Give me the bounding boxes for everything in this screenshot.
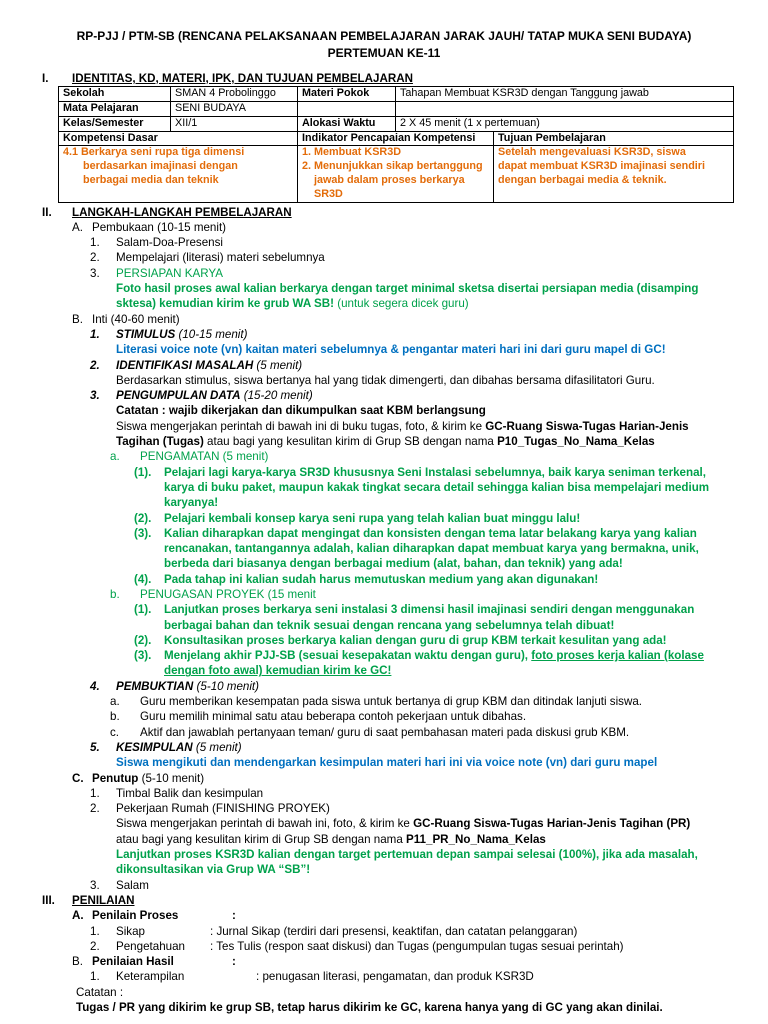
cell-mapel-label: Mata Pelajaran bbox=[59, 101, 171, 116]
pengamatan-heading: a. PENGAMATAN (5 menit) bbox=[110, 450, 269, 464]
cell-alokasi-label: Alokasi Waktu bbox=[298, 116, 396, 131]
penugasan-item-2: (2). Konsultasikan proses berkarya kalian dengan guru di grup KBM terkait kesulitan yang ada! bbox=[134, 633, 667, 647]
cell-kelas-label: Kelas/Semester bbox=[59, 116, 171, 131]
pengumpulan-text: Siswa mengerjakan perintah di bawah ini di buku tugas, foto, & kirim ke GC-Ruang Siswa-Tugas Harian-Jenis Tagihan (Tugas) atau bagi yang kesulitan kirim di Grup SB dengan nama P10_Tugas_No_Nama_Kelas bbox=[116, 419, 689, 449]
step-c-heading: C. Penutup (5-10 menit) bbox=[72, 771, 205, 785]
cell-materi-label: Materi Pokok bbox=[298, 87, 396, 102]
penugasan-heading: b. PENUGASAN PROYEK (15 menit bbox=[110, 588, 316, 601]
pembuktian-item-b: b. Guru memilih minimal satu atau beberapa contoh pekerjaan untuk dibahas. bbox=[110, 710, 527, 724]
cell-alokasi-value: 2 X 45 menit (1 x pertemuan) bbox=[396, 116, 734, 131]
cell-kelas-value: XII/1 bbox=[171, 116, 298, 131]
cell-empty-1 bbox=[298, 101, 396, 116]
cell-mapel-value: SENI BUDAYA bbox=[171, 101, 298, 116]
pembuktian-item-c: c. Aktif dan jawablah pertanyaan teman/ guru di saat pembahasan materi pada diskusi grub KBM. bbox=[110, 725, 630, 739]
step-a-heading: A. Pembukaan (10-15 menit) bbox=[72, 220, 227, 234]
cell-sekolah-value: SMAN 4 Probolinggo bbox=[171, 87, 298, 102]
catatan-label: Catatan : bbox=[76, 985, 124, 999]
cell-kd-text: 4.1 Berkarya seni rupa tiga dimensi berdasarkan imajinasi dengan berbagai media dan teknik bbox=[59, 146, 298, 202]
cell-empty-2 bbox=[396, 101, 734, 116]
section-1-heading: I. IDENTITAS, KD, MATERI, IPK, DAN TUJUAN PEMBELAJARAN bbox=[42, 71, 413, 85]
cell-tujuan-text: Setelah mengevaluasi KSR3D, siswa dapat membuat KSR3D imajinasi sendiri dengan berbagai media & teknik. bbox=[494, 146, 734, 202]
step-a-item-3: 3. PERSIAPAN KARYA bbox=[90, 266, 223, 280]
penilaian-hasil-heading: B. Penilaian Hasil : bbox=[72, 955, 236, 969]
catatan-text: Tugas / PR yang dikirim ke grup SB, tetap harus dikirim ke GC, karena hanya yang di GC yang akan dinilai. bbox=[76, 1001, 663, 1015]
penilaian-proses-heading: A. Penilain Proses : bbox=[72, 909, 236, 923]
pengamatan-item-2: (2). Pelajari kembali konsep karya seni rupa yang telah kalian buat minggu lalu! bbox=[134, 511, 581, 525]
cell-ipk-label: Indikator Pencapaian Kompetensi bbox=[298, 131, 494, 146]
stimulus-text: Literasi voice note (vn) kaitan materi sebelumnya & pengantar materi hari ini dari guru mapel di GC! bbox=[116, 343, 666, 357]
penutup-item-2-text: Siswa mengerjakan perintah di bawah ini, foto, & kirim ke GC-Ruang Siswa-Tugas Harian-Jenis Tagihan (PR) atau bagi yang kesulitan kirim di Grup SB dengan nama P11_PR_No_Nama_Kelas Lanjutkan proses KSR3D kalian dengan target pertemuan depan sampai selesai (100%), jika ada masalah, dikonsultasikan via Grup WA “SB”! bbox=[116, 817, 698, 877]
cell-sekolah-label: Sekolah bbox=[59, 87, 171, 102]
pengumpulan-heading: 3. PENGUMPULAN DATA (15-20 menit) bbox=[90, 389, 313, 403]
identifikasi-heading: 2. IDENTIFIKASI MASALAH (5 menit) bbox=[90, 358, 303, 372]
cell-ipk-text: 1. Membuat KSR3D 2. Menunjukkan sikap bertanggung jawab dalam proses berkarya SR3D bbox=[298, 146, 494, 202]
title-line-1: RP-PJJ / PTM-SB (RENCANA PELAKSANAAN PEMBELAJARAN JARAK JAUH/ TATAP MUKA SENI BUDAYA) bbox=[76, 29, 692, 43]
document-title bbox=[34, 28, 734, 63]
kesimpulan-heading: 5. KESIMPULAN (5 menit) bbox=[90, 740, 242, 754]
pengumpulan-note: Catatan : wajib dikerjakan dan dikumpulkan saat KBM berlangsung bbox=[116, 404, 486, 418]
penilaian-pengetahuan: 2. Pengetahuan : Tes Tulis (respon saat diskusi) dan Tugas (pengumpulan tugas sesuai perintah) bbox=[90, 939, 624, 953]
stimulus-heading: 1. STIMULUS (10-15 menit) bbox=[90, 327, 248, 341]
penutup-item-2: 2. Pekerjaan Rumah (FINISHING PROYEK) bbox=[90, 802, 330, 816]
step-a-item-3-text: Foto hasil proses awal kalian berkarya dengan target minimal sketsa disertai persiapan media (disamping sktesa) kemudian kirim ke grub WA SB! (untuk segera dicek guru) bbox=[116, 282, 699, 311]
step-a-item-1: 1. Salam-Doa-Presensi bbox=[90, 236, 223, 250]
penilaian-sikap: 1. Sikap : Jurnal Sikap (terdiri dari presensi, keaktifan, dan catatan pelanggaran) bbox=[90, 924, 578, 938]
step-a-item-2: 2. Mempelajari (literasi) materi sebelumnya bbox=[90, 251, 325, 265]
pengamatan-item-1: (1). Pelajari lagi karya-karya SR3D khususnya Seni Instalasi sebelumnya, baik karya seniman terkenal, karya di buku paket, maupun kakak tingkat secara detail sehingga kalian bisa mempelajari medium karyanya! bbox=[134, 465, 710, 510]
pengamatan-item-4: (4). Pada tahap ini kalian sudah harus memutuskan medium yang akan digunakan! bbox=[134, 572, 599, 586]
identity-table bbox=[58, 86, 734, 203]
step-b-heading: B. Inti (40-60 menit) bbox=[72, 312, 180, 326]
kesimpulan-text: Siswa mengikuti dan mendengarkan kesimpulan materi hari ini via voice note (vn) dari guru mapel bbox=[116, 756, 658, 770]
identifikasi-text: Berdasarkan stimulus, siswa bertanya hal yang tidak dimengerti, dan dibahas bersama difasilitatori Guru. bbox=[116, 373, 655, 387]
pembuktian-item-a: a. Guru memberikan kesempatan pada siswa untuk bertanya di grup KBM dan ditindak lanjuti siswa. bbox=[110, 695, 643, 709]
section-3-heading: III. PENILAIAN bbox=[42, 893, 135, 907]
penugasan-item-1: (1). Lanjutkan proses berkarya seni instalasi 3 dimensi hasil imajinasi sendiri dengan menggunakan berbagai bahan dan teknik sesuai dengan rencana yang sebelumnya telah dibuat! bbox=[134, 603, 695, 632]
cell-tujuan-label: Tujuan Pembelajaran bbox=[494, 131, 734, 146]
penugasan-item-3: (3). Menjelang akhir PJJ-SB (sesuai kesepakatan waktu dengan guru), foto proses kerja kalian (kolase dengan foto awal) kemudian kirim ke GC! bbox=[134, 649, 704, 678]
cell-kd-label: Kompetensi Dasar bbox=[59, 131, 298, 146]
penutup-item-3: 3. Salam bbox=[90, 878, 149, 892]
pembuktian-heading: 4. PEMBUKTIAN (5-10 menit) bbox=[90, 679, 260, 693]
penutup-item-1: 1. Timbal Balik dan kesimpulan bbox=[90, 786, 264, 800]
cell-materi-value: Tahapan Membuat KSR3D dengan Tanggung jawab bbox=[396, 87, 734, 102]
pengamatan-item-3: (3). Kalian diharapkan dapat mengingat dan konsisten dengan tema latar belakang karya yang kalian rencanakan, tantangannya adalah, kalian diharapkan dapat membuat karya yang bermakna, unik, berbeda dari biasanya dengan berbagai medium (alat, bahan, dan teknik) yang ada! bbox=[134, 526, 699, 571]
penilaian-keterampilan: 1. Keterampilan : penugasan literasi, pengamatan, dan produk KSR3D bbox=[90, 970, 534, 984]
section-2-heading: II. LANGKAH-LANGKAH PEMBELAJARAN bbox=[42, 205, 292, 219]
title-line-2: PERTEMUAN KE-11 bbox=[327, 46, 441, 61]
